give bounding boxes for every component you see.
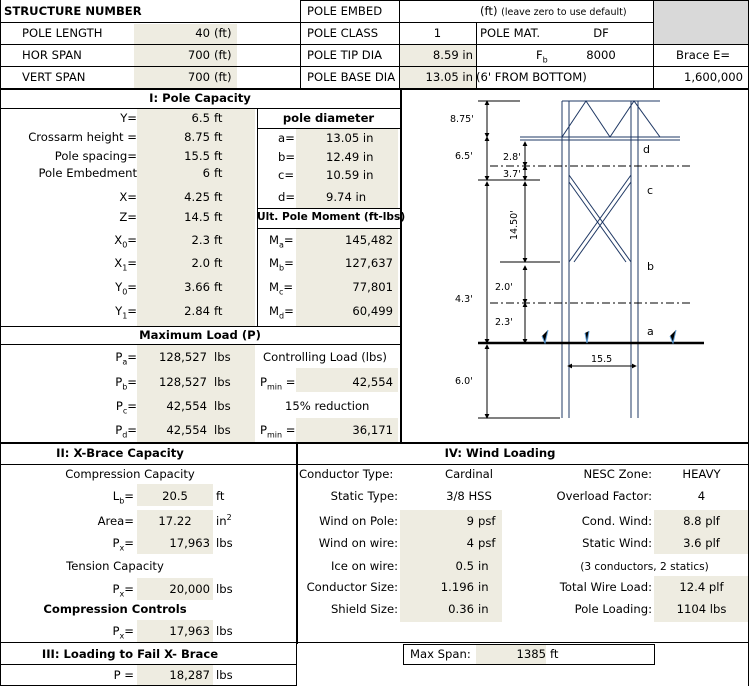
static-type-label: Static Type: <box>330 489 398 503</box>
cond-size-value: 1.196 <box>440 580 474 594</box>
shield-value: 0.36 <box>448 602 474 616</box>
pole-spacing-unit: ft <box>214 149 223 163</box>
px-comp-unit: lbs <box>216 536 233 550</box>
px-comp-value: 17,963 <box>169 536 210 550</box>
pole-embed-label: POLE EMBED <box>307 4 383 18</box>
y0-value: 3.66 <box>184 280 210 294</box>
brace-e-label: Brace E= <box>676 48 731 62</box>
max-span-value: 1385 <box>516 647 546 661</box>
dim-60-label: 6.0' <box>455 376 473 387</box>
diameter-a-value: 13.05 in <box>326 131 374 145</box>
load-c-label: $P_c=$ <box>115 399 137 416</box>
pole-length-label: POLE LENGTH <box>22 26 103 40</box>
shield-label: Shield Size: <box>330 602 398 616</box>
y-label: Y= <box>120 111 137 125</box>
dim-28-label: 2.8' <box>503 152 521 163</box>
pmin-reduced-label: $P_{min}$ = <box>260 423 296 440</box>
load-b-label: $P_b=$ <box>115 375 137 392</box>
static-wind-value: 3.6 plf <box>683 536 720 550</box>
wind-wire-unit: psf <box>478 536 496 550</box>
crossarm-height-value[interactable]: 8.75 <box>184 130 210 144</box>
hor-span-value[interactable]: 700 <box>187 48 210 62</box>
moment-a-value: 145,482 <box>345 233 393 247</box>
area-value[interactable]: 17.22 <box>158 514 192 528</box>
pole-base-dia-value: 13.05 in <box>425 70 473 84</box>
dim-43-label: 4.3' <box>455 294 473 305</box>
vert-span-unit: (ft) <box>214 70 232 84</box>
pole-class-label: POLE CLASS <box>307 26 379 40</box>
fail-p-value: 18,287 <box>169 668 210 682</box>
load-b-unit: lbs <box>214 375 231 389</box>
nesc-zone-value[interactable]: HEAVY <box>682 467 721 481</box>
shield-unit: in <box>478 602 489 616</box>
px-controls-unit: lbs <box>216 624 233 638</box>
crossarm-height-label: Crossarm height = <box>28 130 137 144</box>
point-a-label: a <box>647 325 654 338</box>
pole-embedment-value: 6 <box>202 166 210 180</box>
pole-embedment-label: Pole Embedment <box>38 166 137 180</box>
xbrace-title: II: X-Brace Capacity <box>56 446 184 460</box>
h-frame-diagram <box>401 89 748 442</box>
wind-wire-label: Wind on wire: <box>318 536 398 550</box>
tension-capacity-title: Tension Capacity <box>66 559 164 573</box>
overload-label: Overload Factor: <box>556 489 652 503</box>
ice-unit: in <box>478 559 489 573</box>
statics-note: (3 conductors, 2 statics) <box>580 561 709 573</box>
wind-title: IV: Wind Loading <box>444 446 556 460</box>
dim-1450-label: 14.50' <box>509 210 520 240</box>
dim-23-label: 2.3' <box>495 317 513 328</box>
x0-value: 2.3 <box>191 233 210 247</box>
conductor-type-label: Conductor Type: <box>299 467 394 481</box>
moment-d-value: 60,499 <box>352 304 393 318</box>
cond-wind-label: Cond. Wind: <box>581 514 652 528</box>
pole-spacing-label: Pole spacing= <box>54 149 137 163</box>
dim-65-label: 6.5' <box>455 151 473 162</box>
px-controls-label: $P_x=$ <box>112 624 134 641</box>
hor-span-label: HOR SPAN <box>22 48 82 62</box>
y0-unit: ft <box>214 280 223 294</box>
load-a-unit: lbs <box>214 350 231 364</box>
load-a-value: 128,527 <box>159 350 207 364</box>
fail-title: III: Loading to Fail X- Brace <box>41 647 219 661</box>
static-type-value[interactable]: 3/8 HSS <box>446 489 492 503</box>
x-unit: ft <box>214 190 223 204</box>
moment-c-value: 77,801 <box>352 280 393 294</box>
pole-tip-dia-label: POLE TIP DIA <box>307 48 383 62</box>
point-b-label: b <box>647 260 654 273</box>
crossarm-height-unit: ft <box>214 130 223 144</box>
cond-size-unit: in <box>478 580 489 594</box>
load-a-label: $P_a=$ <box>115 350 137 367</box>
lb-value[interactable]: 20.5 <box>162 489 188 503</box>
moment-title: Ult. Pole Moment (ft-lbs) <box>257 211 406 223</box>
diameter-b-label: b= <box>278 150 296 164</box>
lb-label: $L_b=$ <box>112 489 134 506</box>
point-c-label: c <box>647 184 654 197</box>
pmin-value: 42,554 <box>352 375 393 389</box>
y1-unit: ft <box>214 304 223 318</box>
px-comp-label: $P_x=$ <box>112 536 134 553</box>
dim-20-label: 2.0' <box>495 282 513 293</box>
pole-embed-note: (ft) (leave zero to use default) <box>480 4 627 18</box>
moment-d-label: $M_d=$ <box>269 304 294 321</box>
load-d-unit: lbs <box>214 423 231 437</box>
area-unit: $in^2$ <box>216 513 232 528</box>
y-value: 6.5 <box>191 111 210 125</box>
fail-p-label: P = <box>113 668 134 682</box>
overload-value: 4 <box>697 489 706 503</box>
pole-capacity-title: I: Pole Capacity <box>149 91 251 105</box>
cond-wind-value: 8.8 plf <box>683 514 720 528</box>
fail-p-unit: lbs <box>216 668 233 682</box>
y-unit: ft <box>214 111 223 125</box>
load-d-label: $P_d=$ <box>115 423 137 440</box>
wind-pole-value: 9 <box>466 514 474 528</box>
compression-controls-title: Compression Controls <box>43 602 187 616</box>
x1-unit: ft <box>214 256 223 270</box>
load-b-value: 128,527 <box>159 375 207 389</box>
lb-unit: ft <box>216 489 225 503</box>
diameter-c-label: c= <box>278 168 295 182</box>
y1-label: $Y_1=$ <box>115 304 137 321</box>
x0-label: $X_0=$ <box>114 233 137 250</box>
dim-37-label: 3.7' <box>503 169 521 180</box>
compression-capacity-title: Compression Capacity <box>65 467 195 481</box>
hor-span-unit: (ft) <box>214 48 232 62</box>
px-tension-unit: lbs <box>216 582 233 596</box>
conductor-type-value[interactable]: Cardinal <box>444 467 494 481</box>
diameter-a-label: a= <box>278 131 295 145</box>
nesc-zone-label: NESC Zone: <box>583 467 652 481</box>
x1-label: $X_1=$ <box>114 256 137 273</box>
pole-loading-label: Pole Loading: <box>574 602 652 616</box>
moment-b-label: $M_b=$ <box>269 256 294 273</box>
controlling-load-label: Controlling Load (lbs) <box>263 350 387 364</box>
pole-loading-value: 1104 lbs <box>676 602 727 616</box>
vert-span-value[interactable]: 700 <box>187 70 210 84</box>
px-controls-value: 17,963 <box>169 624 210 638</box>
area-label: Area= <box>97 514 134 528</box>
diameter-d-value: 9.74 in <box>326 190 367 204</box>
load-c-unit: lbs <box>214 399 231 413</box>
pmin-label: $P_{min}$ = <box>260 375 296 392</box>
pole-length-value[interactable]: 40 <box>195 26 210 40</box>
wind-wire-value: 4 <box>466 536 474 550</box>
x-value: 4.25 <box>184 190 210 204</box>
dim-875-label: 8.75' <box>450 114 474 125</box>
point-d-label: d <box>643 143 650 156</box>
crossarm-truss <box>562 101 660 137</box>
y0-label: $Y_0=$ <box>115 280 137 297</box>
load-c-value: 42,554 <box>166 399 207 413</box>
moment-a-label: $M_a=$ <box>269 233 294 250</box>
pole-tip-dia-value: 8.59 in <box>432 48 473 62</box>
cond-size-label: Conductor Size: <box>306 580 398 594</box>
static-wind-label: Static Wind: <box>582 536 652 550</box>
wind-pole-unit: psf <box>478 514 496 528</box>
pole-base-dia-label: POLE BASE DIA <box>307 70 396 84</box>
ice-value: 0.5 <box>455 559 474 573</box>
total-load-value: 12.4 plf <box>679 580 724 594</box>
x1-value: 2.0 <box>191 256 210 270</box>
pmin-reduced-value: 36,171 <box>352 423 393 437</box>
max-span-label: Max Span: <box>410 647 471 661</box>
max-load-title: Maximum Load (P) <box>139 328 261 342</box>
z-unit: ft <box>214 210 223 224</box>
pole-spacing-value[interactable]: 15.5 <box>184 149 210 163</box>
px-tension-label: $P_x=$ <box>112 582 134 599</box>
load-d-value: 42,554 <box>166 423 207 437</box>
y1-value: 2.84 <box>184 304 210 318</box>
moment-b-value: 127,637 <box>345 256 393 270</box>
wind-pole-label: Wind on Pole: <box>319 514 398 528</box>
structure-number-label: STRUCTURE NUMBER <box>4 4 142 18</box>
diameter-d-label: d= <box>278 190 296 204</box>
ice-label: Ice on wire: <box>331 559 398 573</box>
diameter-c-value: 10.59 in <box>326 168 374 182</box>
pole-mat-label: POLE MAT. <box>480 26 541 40</box>
pole-mat-value[interactable]: DF <box>593 26 609 40</box>
x0-unit: ft <box>214 233 223 247</box>
dim-155-label: 15.5 <box>591 354 613 365</box>
px-tension-value: 20,000 <box>169 582 210 596</box>
vert-span-label: VERT SPAN <box>22 70 86 84</box>
reduction-label: 15% reduction <box>285 399 370 413</box>
pole-embedment-unit: ft <box>214 166 223 180</box>
diameter-b-value: 12.49 in <box>326 150 374 164</box>
pole-base-note: (6' FROM BOTTOM) <box>476 70 587 84</box>
z-label: Z= <box>119 210 137 224</box>
x-label: X= <box>119 190 137 204</box>
max-span-unit: ft <box>550 647 559 661</box>
moment-c-label: $M_c=$ <box>269 280 294 297</box>
pole-diameter-title: pole diameter <box>282 111 375 125</box>
pole-length-unit: (ft) <box>214 26 232 40</box>
total-load-label: Total Wire Load: <box>559 580 652 594</box>
z-value: 14.5 <box>184 210 210 224</box>
fb-value[interactable]: 8000 <box>586 48 616 62</box>
pole-class-value[interactable]: 1 <box>433 26 442 40</box>
brace-e-value[interactable]: 1,600,000 <box>683 70 743 84</box>
fb-label: $F_b$ <box>536 48 548 65</box>
